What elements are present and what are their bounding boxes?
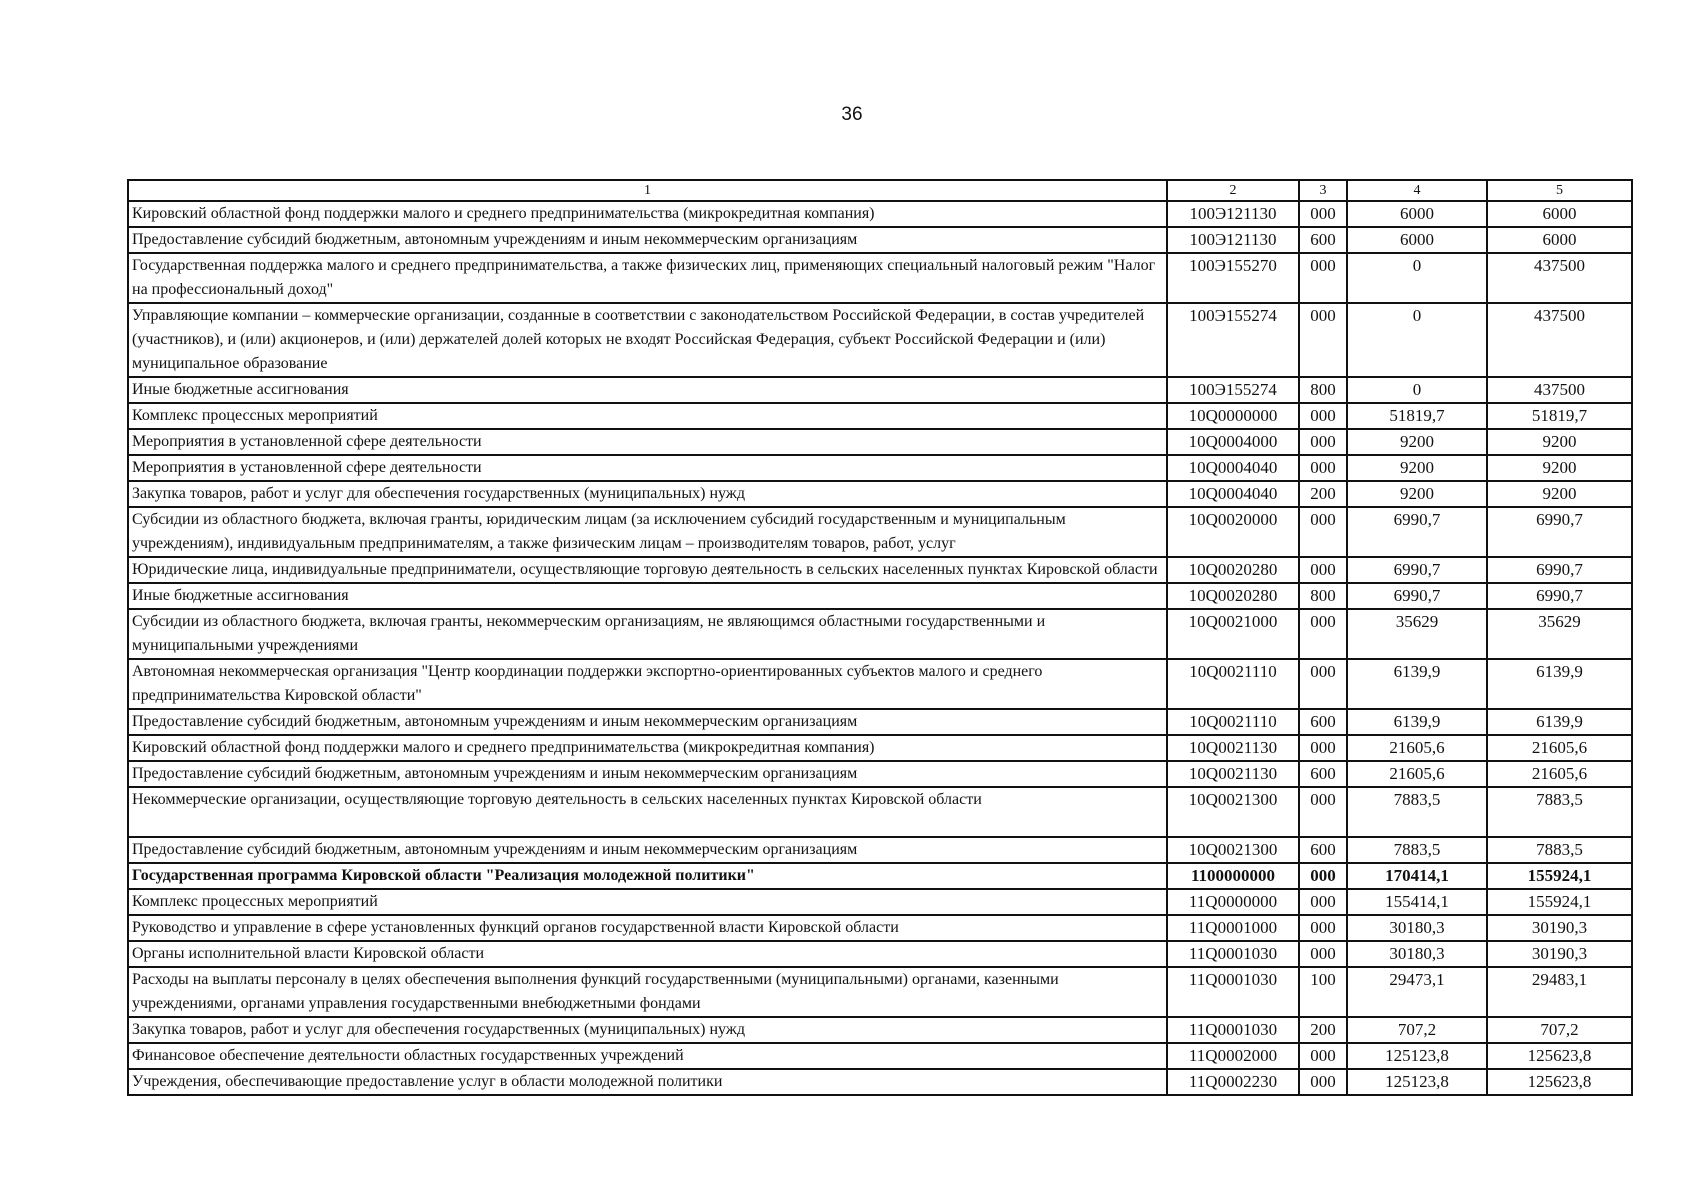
row-value-col5-cell: 125623,8: [1487, 1069, 1632, 1095]
row-value-col5-cell: 155924,1: [1487, 889, 1632, 915]
row-expense-type-cell: 000: [1299, 429, 1347, 455]
table-row: [128, 609, 1632, 659]
table-header-row: [128, 180, 1632, 201]
row-value-col5-cell: 437500: [1487, 253, 1632, 303]
row-name-cell: Предоставление субсидий бюджетным, автономным учреждениям и иным некоммерческим организациям: [128, 761, 1167, 787]
row-expense-type-cell: 200: [1299, 1017, 1347, 1043]
row-expense-type-cell: 000: [1299, 1043, 1347, 1069]
row-name-cell: Мероприятия в установленной сфере деятельности: [128, 455, 1167, 481]
row-name-cell: Кировский областной фонд поддержки малого и среднего предпринимательства (микрокредитная компания): [128, 201, 1167, 227]
row-value-col5-cell: 9200: [1487, 481, 1632, 507]
row-code-cell: 11Q0002000: [1167, 1043, 1299, 1069]
row-name-cell: Иные бюджетные ассигнования: [128, 377, 1167, 403]
row-value-col4-cell: 6000: [1347, 227, 1487, 253]
table-row: [128, 557, 1632, 583]
header-col-3: 3: [1299, 180, 1347, 201]
row-expense-type-cell: 000: [1299, 609, 1347, 659]
table-row: [128, 837, 1632, 863]
row-value-col4-cell: 9200: [1347, 481, 1487, 507]
table-row: [128, 429, 1632, 455]
row-value-col4-cell: 6990,7: [1347, 507, 1487, 557]
row-value-col5-cell: 6000: [1487, 201, 1632, 227]
row-expense-type-cell: 800: [1299, 583, 1347, 609]
row-name-cell: Закупка товаров, работ и услуг для обеспечения государственных (муниципальных) нужд: [128, 1017, 1167, 1043]
row-value-col5-cell: 21605,6: [1487, 761, 1632, 787]
header-col-5: 5: [1487, 180, 1632, 201]
row-name-cell: Кировский областной фонд поддержки малого и среднего предпринимательства (микрокредитная компания): [128, 735, 1167, 761]
row-code-cell: 10Q0004040: [1167, 455, 1299, 481]
row-value-col4-cell: 7883,5: [1347, 837, 1487, 863]
row-expense-type-cell: 600: [1299, 227, 1347, 253]
row-value-col4-cell: 9200: [1347, 429, 1487, 455]
row-code-cell: 10Q0021300: [1167, 837, 1299, 863]
row-value-col4-cell: 0: [1347, 253, 1487, 303]
row-expense-type-cell: 800: [1299, 377, 1347, 403]
row-code-cell: 10Q0021000: [1167, 609, 1299, 659]
row-expense-type-cell: 000: [1299, 557, 1347, 583]
table-row: [128, 941, 1632, 967]
row-code-cell: 10Q0000000: [1167, 403, 1299, 429]
table-row: [128, 761, 1632, 787]
row-code-cell: 11Q0001030: [1167, 967, 1299, 1017]
row-name-cell: Управляющие компании – коммерческие организации, созданные в соответствии с законодательством Российской Федерации, в состав учредителей (участников), и (или) акционеров, и (или) держателей долей которых не входят Российская Федерация, субъект Российской Федерации и (или) муниципальное образование: [128, 303, 1167, 377]
table-row: [128, 1043, 1632, 1069]
table-row: [128, 889, 1632, 915]
row-value-col5-cell: 9200: [1487, 455, 1632, 481]
header-col-4: 4: [1347, 180, 1487, 201]
row-name-cell: Автономная некоммерческая организация "Центр координации поддержки экспортно-ориентированных субъектов малого и среднего предпринимательства Кировской области": [128, 659, 1167, 709]
row-value-col5-cell: 7883,5: [1487, 787, 1632, 837]
row-value-col5-cell: 6990,7: [1487, 583, 1632, 609]
row-expense-type-cell: 000: [1299, 1069, 1347, 1095]
row-expense-type-cell: 600: [1299, 761, 1347, 787]
row-code-cell: 1100000000: [1167, 863, 1299, 889]
row-code-cell: 10Q0020280: [1167, 557, 1299, 583]
row-expense-type-cell: 000: [1299, 455, 1347, 481]
row-value-col4-cell: 7883,5: [1347, 787, 1487, 837]
table-row: [128, 709, 1632, 735]
row-value-col5-cell: 437500: [1487, 303, 1632, 377]
row-code-cell: 10Q0021130: [1167, 735, 1299, 761]
row-value-col5-cell: 6990,7: [1487, 507, 1632, 557]
row-name-cell: Закупка товаров, работ и услуг для обеспечения государственных (муниципальных) нужд: [128, 481, 1167, 507]
row-expense-type-cell: 200: [1299, 481, 1347, 507]
row-expense-type-cell: 000: [1299, 507, 1347, 557]
row-value-col4-cell: 21605,6: [1347, 735, 1487, 761]
row-name-cell: Предоставление субсидий бюджетным, автономным учреждениям и иным некоммерческим организациям: [128, 227, 1167, 253]
table-row: [128, 659, 1632, 709]
row-name-cell: Органы исполнительной власти Кировской области: [128, 941, 1167, 967]
row-expense-type-cell: 000: [1299, 735, 1347, 761]
row-value-col5-cell: 29483,1: [1487, 967, 1632, 1017]
row-name-cell: Предоставление субсидий бюджетным, автономным учреждениям и иным некоммерческим организациям: [128, 709, 1167, 735]
row-value-col4-cell: 125123,8: [1347, 1043, 1487, 1069]
row-name-cell: Комплекс процессных мероприятий: [128, 889, 1167, 915]
page-number: 36: [841, 104, 863, 125]
row-name-cell: Руководство и управление в сфере установленных функций органов государственной власти Кировской области: [128, 915, 1167, 941]
row-value-col4-cell: 9200: [1347, 455, 1487, 481]
row-code-cell: 100Э155270: [1167, 253, 1299, 303]
row-value-col5-cell: 707,2: [1487, 1017, 1632, 1043]
row-value-col4-cell: 6000: [1347, 201, 1487, 227]
row-code-cell: 11Q0002230: [1167, 1069, 1299, 1095]
table-row: [128, 915, 1632, 941]
row-value-col4-cell: 155414,1: [1347, 889, 1487, 915]
row-value-col4-cell: 707,2: [1347, 1017, 1487, 1043]
row-code-cell: 10Q0021300: [1167, 787, 1299, 837]
table-row: [128, 481, 1632, 507]
row-value-col5-cell: 21605,6: [1487, 735, 1632, 761]
row-code-cell: 100Э121130: [1167, 227, 1299, 253]
row-code-cell: 100Э121130: [1167, 201, 1299, 227]
row-expense-type-cell: 000: [1299, 659, 1347, 709]
table-row: [128, 967, 1632, 1017]
row-name-cell: Некоммерческие организации, осуществляющие торговую деятельность в сельских населенных пунктах Кировской области: [128, 787, 1167, 837]
row-name-cell: Субсидии из областного бюджета, включая гранты, юридическим лицам (за исключением субсидий государственным и муниципальным учреждениям), индивидуальным предпринимателям, а также физическим лицам – производителям товаров, работ, услуг: [128, 507, 1167, 557]
header-col-1: 1: [128, 180, 1167, 201]
row-code-cell: 10Q0021110: [1167, 659, 1299, 709]
table-row: [128, 507, 1632, 557]
table-row: [128, 303, 1632, 377]
row-value-col5-cell: 6139,9: [1487, 709, 1632, 735]
table-row: [128, 377, 1632, 403]
row-value-col4-cell: 125123,8: [1347, 1069, 1487, 1095]
row-value-col4-cell: 6990,7: [1347, 583, 1487, 609]
row-value-col4-cell: 6139,9: [1347, 709, 1487, 735]
row-code-cell: 11Q0000000: [1167, 889, 1299, 915]
row-expense-type-cell: 000: [1299, 915, 1347, 941]
row-value-col5-cell: 7883,5: [1487, 837, 1632, 863]
row-value-col5-cell: 437500: [1487, 377, 1632, 403]
row-name-cell: Учреждения, обеспечивающие предоставление услуг в области молодежной политики: [128, 1069, 1167, 1095]
row-value-col4-cell: 29473,1: [1347, 967, 1487, 1017]
row-code-cell: 10Q0021110: [1167, 709, 1299, 735]
row-value-col5-cell: 6139,9: [1487, 659, 1632, 709]
row-code-cell: 10Q0020000: [1167, 507, 1299, 557]
row-value-col5-cell: 9200: [1487, 429, 1632, 455]
row-code-cell: 100Э155274: [1167, 377, 1299, 403]
row-value-col5-cell: 35629: [1487, 609, 1632, 659]
budget-table: [127, 179, 1633, 1096]
row-name-cell: Финансовое обеспечение деятельности областных государственных учреждений: [128, 1043, 1167, 1069]
row-value-col5-cell: 30190,3: [1487, 941, 1632, 967]
row-code-cell: 11Q0001030: [1167, 1017, 1299, 1043]
row-value-col4-cell: 51819,7: [1347, 403, 1487, 429]
row-expense-type-cell: 000: [1299, 403, 1347, 429]
row-code-cell: 10Q0004040: [1167, 481, 1299, 507]
row-value-col5-cell: 6990,7: [1487, 557, 1632, 583]
row-name-cell: Субсидии из областного бюджета, включая гранты, некоммерческим организациям, не являющимся областными государственными и муниципальными учреждениями: [128, 609, 1167, 659]
row-name-cell: Мероприятия в установленной сфере деятельности: [128, 429, 1167, 455]
table-row: [128, 735, 1632, 761]
row-value-col4-cell: 170414,1: [1347, 863, 1487, 889]
row-name-cell: Комплекс процессных мероприятий: [128, 403, 1167, 429]
row-code-cell: 11Q0001000: [1167, 915, 1299, 941]
row-code-cell: 11Q0001030: [1167, 941, 1299, 967]
row-code-cell: 10Q0020280: [1167, 583, 1299, 609]
row-value-col4-cell: 35629: [1347, 609, 1487, 659]
table-row: [128, 583, 1632, 609]
row-code-cell: 10Q0021130: [1167, 761, 1299, 787]
row-expense-type-cell: 000: [1299, 889, 1347, 915]
row-expense-type-cell: 000: [1299, 863, 1347, 889]
table-row: [128, 253, 1632, 303]
row-code-cell: 10Q0004000: [1167, 429, 1299, 455]
row-value-col4-cell: 30180,3: [1347, 941, 1487, 967]
row-expense-type-cell: 000: [1299, 201, 1347, 227]
table-row: [128, 1069, 1632, 1095]
row-name-cell: Юридические лица, индивидуальные предприниматели, осуществляющие торговую деятельность в сельских населенных пунктах Кировской области: [128, 557, 1167, 583]
row-expense-type-cell: 000: [1299, 787, 1347, 837]
row-value-col4-cell: 0: [1347, 303, 1487, 377]
row-expense-type-cell: 600: [1299, 709, 1347, 735]
row-value-col4-cell: 6139,9: [1347, 659, 1487, 709]
header-col-2: 2: [1167, 180, 1299, 201]
row-expense-type-cell: 000: [1299, 253, 1347, 303]
row-value-col5-cell: 6000: [1487, 227, 1632, 253]
row-value-col5-cell: 155924,1: [1487, 863, 1632, 889]
row-code-cell: 100Э155274: [1167, 303, 1299, 377]
row-expense-type-cell: 000: [1299, 941, 1347, 967]
row-name-cell: Расходы на выплаты персоналу в целях обеспечения выполнения функций государственными (муниципальными) органами, казенными учреждениями, органами управления государственными внебюджетными фондами: [128, 967, 1167, 1017]
row-name-cell: Предоставление субсидий бюджетным, автономным учреждениям и иным некоммерческим организациям: [128, 837, 1167, 863]
row-expense-type-cell: 600: [1299, 837, 1347, 863]
table-row: [128, 863, 1632, 889]
row-expense-type-cell: 100: [1299, 967, 1347, 1017]
row-value-col4-cell: 0: [1347, 377, 1487, 403]
table-row: [128, 403, 1632, 429]
row-expense-type-cell: 000: [1299, 303, 1347, 377]
table-row: [128, 201, 1632, 227]
row-value-col4-cell: 21605,6: [1347, 761, 1487, 787]
row-name-cell: Государственная поддержка малого и среднего предпринимательства, а также физических лиц, применяющих специальный налоговый режим "Налог на профессиональный доход": [128, 253, 1167, 303]
row-value-col4-cell: 30180,3: [1347, 915, 1487, 941]
row-name-cell: Государственная программа Кировской области "Реализация молодежной политики": [128, 863, 1167, 889]
row-name-cell: Иные бюджетные ассигнования: [128, 583, 1167, 609]
row-value-col4-cell: 6990,7: [1347, 557, 1487, 583]
table-row: [128, 455, 1632, 481]
table-row: [128, 787, 1632, 837]
row-value-col5-cell: 30190,3: [1487, 915, 1632, 941]
table-row: [128, 227, 1632, 253]
row-value-col5-cell: 125623,8: [1487, 1043, 1632, 1069]
table-row: [128, 1017, 1632, 1043]
row-value-col5-cell: 51819,7: [1487, 403, 1632, 429]
